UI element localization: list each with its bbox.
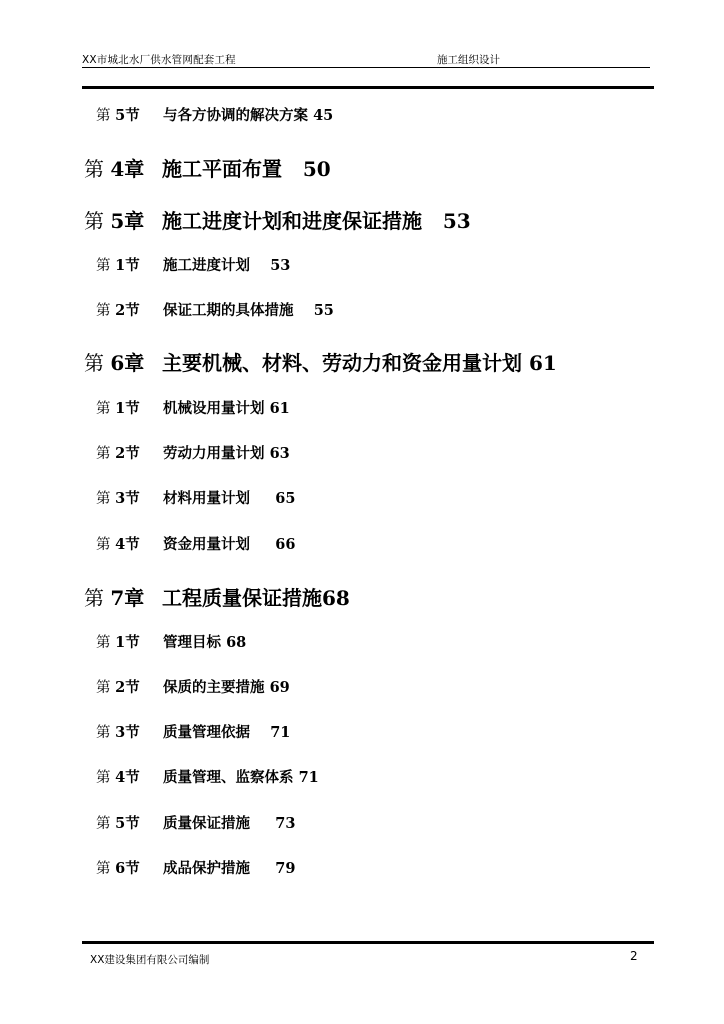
toc-entry-title: 施工进度计划 53	[163, 257, 291, 274]
toc-entry-label: 第 6节	[96, 860, 140, 877]
toc-entry-title: 保证工期的具体措施 55	[163, 302, 334, 319]
toc-entry-label: 第 1节	[96, 634, 140, 651]
toc-entry-title: 劳动力用量计划 63	[163, 445, 290, 462]
toc-entry-label: 第 2节	[96, 445, 140, 462]
toc-entry-label: 第 2节	[96, 302, 140, 319]
header-divider	[82, 67, 650, 68]
toc-entry-title: 材料用量计划 65	[163, 490, 296, 507]
toc-entry-label: 第 6章	[84, 351, 145, 375]
toc-entry-page: 55	[313, 302, 334, 319]
toc-entry-title: 资金用量计划 66	[163, 536, 296, 553]
toc-entry-title: 机械设用量计划 61	[163, 400, 290, 417]
toc-entry-label: 第 1节	[96, 400, 140, 417]
toc-entry-label: 第 3节	[96, 724, 140, 741]
toc-entry-page: 73	[275, 815, 296, 832]
toc-entry-label: 第 5节	[96, 107, 140, 124]
toc-entry-page: 69	[269, 679, 290, 696]
toc-entry-title: 施工进度计划和进度保证措施 53	[162, 209, 471, 233]
toc-entry-title: 成品保护措施 79	[163, 860, 296, 877]
toc-entry-page: 45	[313, 107, 334, 124]
toc-entry-label: 第 5章	[84, 209, 145, 233]
footer-page-number: 2	[630, 949, 638, 963]
toc-entry-label: 第 1节	[96, 257, 140, 274]
top-thick-rule	[82, 86, 654, 89]
toc-entry-label: 第 5节	[96, 815, 140, 832]
page-header	[82, 50, 650, 68]
toc-entry-title: 主要机械、材料、劳动力和资金用量计划 61	[162, 351, 557, 375]
toc-entry-page: 68	[322, 586, 350, 610]
header-project-name: XX市城北水厂供水管网配套工程	[82, 54, 236, 66]
toc-entry-page: 68	[226, 634, 247, 651]
toc-entry-page: 53	[270, 257, 291, 274]
toc-entry-page: 53	[442, 209, 471, 233]
toc-entry-page: 66	[275, 536, 296, 553]
toc-entry-title: 保质的主要措施 69	[163, 679, 290, 696]
toc-entry-title: 质量管理依据 71	[163, 724, 291, 741]
footer-thick-rule	[82, 941, 654, 944]
toc-entry-page: 71	[270, 724, 291, 741]
footer-company: XX建设集团有限公司编制	[90, 954, 210, 966]
toc-entry-title: 质量管理、监察体系 71	[163, 769, 319, 786]
toc-entry-label: 第 4节	[96, 769, 140, 786]
toc-entry-title: 与各方协调的解决方案 45	[163, 107, 334, 124]
toc-entry-page: 61	[528, 351, 557, 375]
toc-entry-label: 第 4章	[84, 157, 145, 181]
toc-entry-page: 65	[275, 490, 296, 507]
toc-entry-page: 79	[275, 860, 296, 877]
toc-entry-page: 50	[302, 157, 331, 181]
toc-entry-page: 71	[298, 769, 319, 786]
toc-entry-title: 工程质量保证措施68	[162, 586, 350, 610]
toc-entry-label: 第 2节	[96, 679, 140, 696]
toc-entry-label: 第 4节	[96, 536, 140, 553]
toc-entry-page: 61	[269, 400, 290, 417]
toc-entry-title: 施工平面布置 50	[162, 157, 331, 181]
toc-entry-label: 第 7章	[84, 586, 145, 610]
toc-entry-label: 第 3节	[96, 490, 140, 507]
toc-entry-title: 管理目标 68	[163, 634, 247, 651]
toc-entry-title: 质量保证措施 73	[163, 815, 296, 832]
toc-entry-page: 63	[269, 445, 290, 462]
header-document-title: 施工组织设计	[437, 54, 500, 66]
